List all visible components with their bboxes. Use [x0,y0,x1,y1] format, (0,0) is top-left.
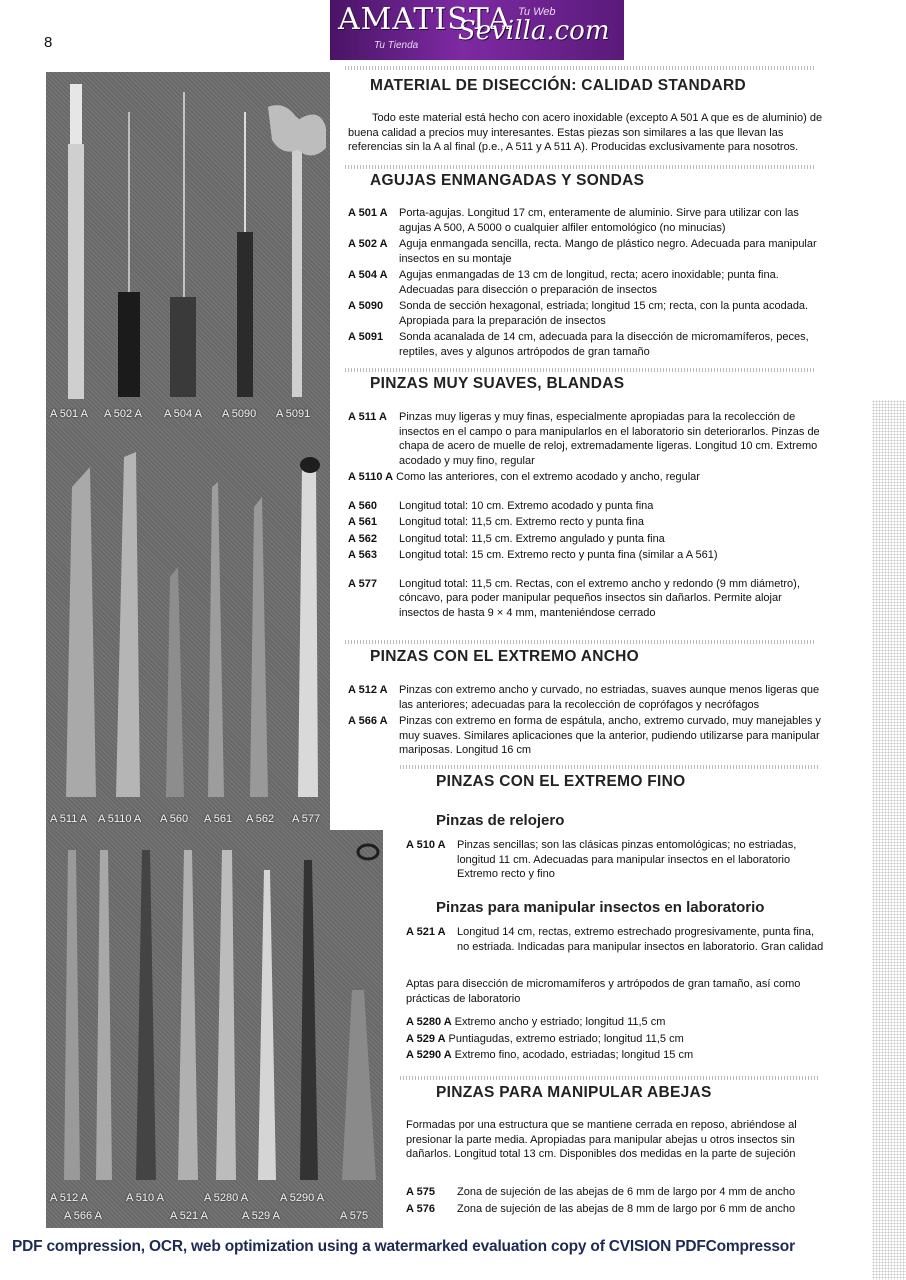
item-desc: Como las anteriores, con el extremo acodado y ancho, regular [396,471,700,483]
item-desc: Longitud 14 cm, rectas, extremo estrechado progresivamente, punta fina, no estriada. Indicadas para manipular insectos en laboratorio. Gran calidad [457,926,824,953]
item-desc: Extremo fino, acodado, estriadas; longitud 15 cm [454,1049,694,1061]
tool-a501a-cap [70,84,82,144]
caption-a5290a: A 5290 A [280,1192,325,1204]
list-item [348,515,823,530]
tweezer-a575-loop [358,845,378,859]
item-code: A 5091 [348,331,384,343]
item-desc: Pinzas sencillas; son las clásicas pinzas entomológicas; no estriadas, longitud 11 cm. Adecuadas para manipular insectos en el laboratorio Extremo recto y fino [457,839,797,880]
item-desc: Pinzas muy ligeras y muy finas, especialmente apropiadas para la recolección de insectos en el campo o para manipularlos en el laboratorio sin deteriorarlos. Pinzas de chapa de acero de muelle de reloj, extremadamente ligeras. Longitud 10 cm. Extremo acodado y muy fino, regular [399,411,820,467]
section-title-abejas: PINZAS PARA MANIPULAR ABEJAS [436,1084,712,1101]
list-item [406,1048,824,1063]
caption-a529a: A 529 A [242,1210,280,1222]
laboratorio-list [406,925,824,956]
caption-a577: A 577 [292,813,321,825]
tweezer-a5290a [300,860,318,1180]
list-item [348,268,823,297]
section-title-agujas: AGUJAS ENMANGADAS Y SONDAS [370,172,645,189]
item-desc: Sonda de sección hexagonal, estriada; longitud 15 cm; recta, con la punta acodada. Apropiada para la preparación de insectos [399,300,809,327]
tweezer-a577 [298,467,318,797]
caption-a5091: A 5091 [276,408,311,420]
item-desc: Pinzas con extremo en forma de espátula, ancho, extremo curvado, muy manejables y muy suaves. Similares aplicaciones que la anterior, pudiendo utilizarse para manipular mariposas. Longitud 16 cm [399,715,821,756]
item-code: A 566 A [348,715,388,727]
aptas-text: Aptas para disección de micromamíferos y artrópodos de gran tamaño, así como prácticas de laboratorio [406,978,801,1005]
tweezer-a561 [208,482,224,797]
item-code: A 502 A [348,238,388,250]
item-code: A 576 [406,1202,435,1215]
logo-domain-text: Sevilla.com [458,16,610,46]
list-item [406,925,824,954]
item-code: A 511 A [348,411,387,423]
caption-a560: A 560 [160,813,189,825]
item-code: A 560 [348,499,377,512]
list-item [348,683,823,712]
item-code: A 504 A [348,269,388,281]
subtitle-relojero: Pinzas de relojero [436,812,565,829]
item-desc: Longitud total: 11,5 cm. Rectas, con el extremo ancho y redondo (9 mm diámetro), cóncavo, para poder manipular pequeños insectos sin dañarlos. Permite alojar insectos de hasta 9 × 4 mm, manteniéndose cerrado [399,577,800,619]
fine-tweezers-illustration [46,830,383,1228]
item-code: A 575 [406,1186,435,1198]
item-desc: Agujas enmangadas de 13 cm de longitud, recta; acero inoxidable; punta fina. Adecuadas para disección o preparación de insectos [399,269,779,296]
item-code: A 562 [348,532,377,545]
caption-a501a: A 501 A [50,408,88,420]
item-desc: Extremo ancho y estriado; longitud 11,5 cm [454,1016,666,1028]
tweezer-a562 [250,497,268,797]
item-code: A 577 [348,577,377,590]
list-item [348,499,823,514]
logo-subtext-web: Tu Web [518,6,556,18]
standard-intro: Todo este material está hecho con acero inoxidable (excepto A 501 A que es de aluminio) de buena calidad a precios muy interesantes. Estas piezas son similares a las que llevan las referencias sin la A al final (p.e., A 511 y A 511 A). Producidas exclusivamente para nosotros. [348,112,823,153]
caption-a511a: A 511 A [50,813,88,825]
list-item [348,548,823,563]
tweezer-a512a [64,850,80,1180]
tweezer-a566a [96,850,112,1180]
decorative-rule [345,368,815,372]
logo-subtext-tienda: Tu Tienda [374,40,419,51]
item-code: A 521 A [406,926,446,938]
caption-a5280a: A 5280 A [204,1192,249,1204]
tool-a5090-handle [237,232,253,397]
tool-a5091-head [268,105,326,155]
item-desc: Longitud total: 10 cm. Extremo acodado y punta fina [399,499,654,512]
caption-a561: A 561 [204,813,233,825]
item-code: A 5090 [348,300,384,312]
caption-a562: A 562 [246,813,275,825]
caption-a521a: A 521 A [170,1210,208,1222]
amatista-sevilla-logo[interactable] [330,0,624,60]
tweezer-a5280a [216,850,236,1180]
list-item [406,1185,824,1200]
photo-soft-tweezers [46,427,330,830]
relojero-list [406,838,824,884]
ancho-list [348,683,823,760]
photo-needles-probes [46,72,330,427]
tool-a5091-probe [274,112,308,397]
tool-a504a-handle [170,297,196,397]
item-desc: Zona de sujeción de las abejas de 8 mm de largo por 6 mm de ancho [457,1202,796,1215]
list-item [348,577,823,621]
tweezer-a511a [66,467,96,797]
watermark-footer: PDF compression, OCR, web optimization using a watermarked evaluation copy of CVISION PDFCompressor [12,1238,795,1255]
section-title-fino: PINZAS CON EL EXTREMO FINO [436,773,686,790]
caption-a502a: A 502 A [104,408,142,420]
decorative-rule [400,1076,820,1080]
tweezer-a560 [166,567,184,797]
needles-illustration [46,72,330,427]
caption-a5090: A 5090 [222,408,257,420]
list-item [348,532,823,547]
list-item [348,237,823,266]
list-item [348,206,823,235]
decorative-rule [345,640,815,644]
tweezer-a5110a [116,452,140,797]
item-code: A 5110 A [348,471,394,483]
item-desc: Porta-agujas. Longitud 17 cm, enteramente de aluminio. Sirve para utilizar con las agujas A 500, A 5000 o cualquier alfiler entomológico (no minucias) [399,207,799,234]
decorative-rule [345,66,815,70]
aptas-list [406,1015,824,1065]
caption-a504a: A 504 A [164,408,202,420]
decorative-rule [400,765,820,769]
tool-a501a-handle [68,144,84,399]
subtitle-laboratorio: Pinzas para manipular insectos en laboratorio [436,899,765,916]
decorative-dot-edge [872,400,906,1280]
section-title-standard: MATERIAL DE DISECCIÓN: CALIDAD STANDARD [370,77,746,94]
item-desc: Sonda acanalada de 14 cm, adecuada para la disección de micromamíferos, peces, reptiles, aves y algunos artrópodos de gran tamaño [399,331,809,358]
soft-tweezers-illustration [46,427,330,830]
section-title-suaves: PINZAS MUY SUAVES, BLANDAS [370,375,625,392]
item-desc: Zona de sujeción de las abejas de 6 mm de largo por 4 mm de ancho [457,1186,796,1198]
list-item [406,838,824,882]
item-desc: Aguja enmangada sencilla, recta. Mango de plástico negro. Adecuada para manipular insectos en su montaje [399,238,817,265]
item-code: A 563 [348,549,377,561]
abejas-intro: Formadas por una estructura que se mantiene cerrada en reposo, abriéndose al presionar la parte media. Apropiadas para manipular abejas u otros insectos sin dañarlos. Longitud total 13 cm. Disponibles dos medidas en la parte de sujeción [406,1119,797,1160]
item-code: A 5280 A [406,1016,452,1028]
list-item [406,1202,824,1217]
list-item [406,1015,824,1030]
item-code: A 512 A [348,684,388,696]
list-item [348,299,823,328]
abejas-list [406,1185,824,1218]
item-code: A 529 A [406,1032,446,1045]
section-title-ancho: PINZAS CON EL EXTREMO ANCHO [370,648,640,665]
item-desc: Pinzas con extremo ancho y curvado, no estriadas, suaves aunque menos ligeras que las anteriores; adecuadas para la recolección de coprófagos y necrófagos [399,684,820,711]
caption-a566a: A 566 A [64,1210,102,1222]
suaves-list [348,410,823,622]
tool-a502a-handle [118,292,140,397]
caption-a5110a: A 5110 A [98,813,142,825]
tweezer-a575 [342,990,376,1180]
item-desc: Puntiagudas, extremo estriado; longitud 11,5 cm [448,1032,684,1045]
tweezer-a577-tip [300,457,320,473]
list-item [348,470,823,485]
caption-a575: A 575 [340,1210,369,1222]
tweezer-a510a [136,850,156,1180]
logo-main-text: AMATISTA [338,2,511,37]
caption-a512a: A 512 A [50,1192,88,1204]
caption-a510a: A 510 A [126,1192,164,1204]
tweezer-a529a [258,870,276,1180]
page-number: 8 [44,34,53,51]
item-desc: Longitud total: 11,5 cm. Extremo angulado y punta fina [399,532,665,545]
decorative-rule [345,165,815,169]
tweezer-a521a [178,850,198,1180]
list-item [348,410,823,468]
list-item [348,714,823,758]
item-code: A 501 A [348,207,388,219]
item-code: A 510 A [406,839,446,851]
item-code: A 561 [348,516,377,528]
photo-fine-tweezers [46,830,383,1228]
list-item [406,1032,824,1047]
item-code: A 5290 A [406,1049,452,1061]
agujas-list [348,206,823,361]
item-desc: Longitud total: 15 cm. Extremo recto y punta fina (similar a A 561) [399,549,718,561]
item-desc: Longitud total: 11,5 cm. Extremo recto y punta fina [399,516,644,528]
list-item [348,330,823,359]
